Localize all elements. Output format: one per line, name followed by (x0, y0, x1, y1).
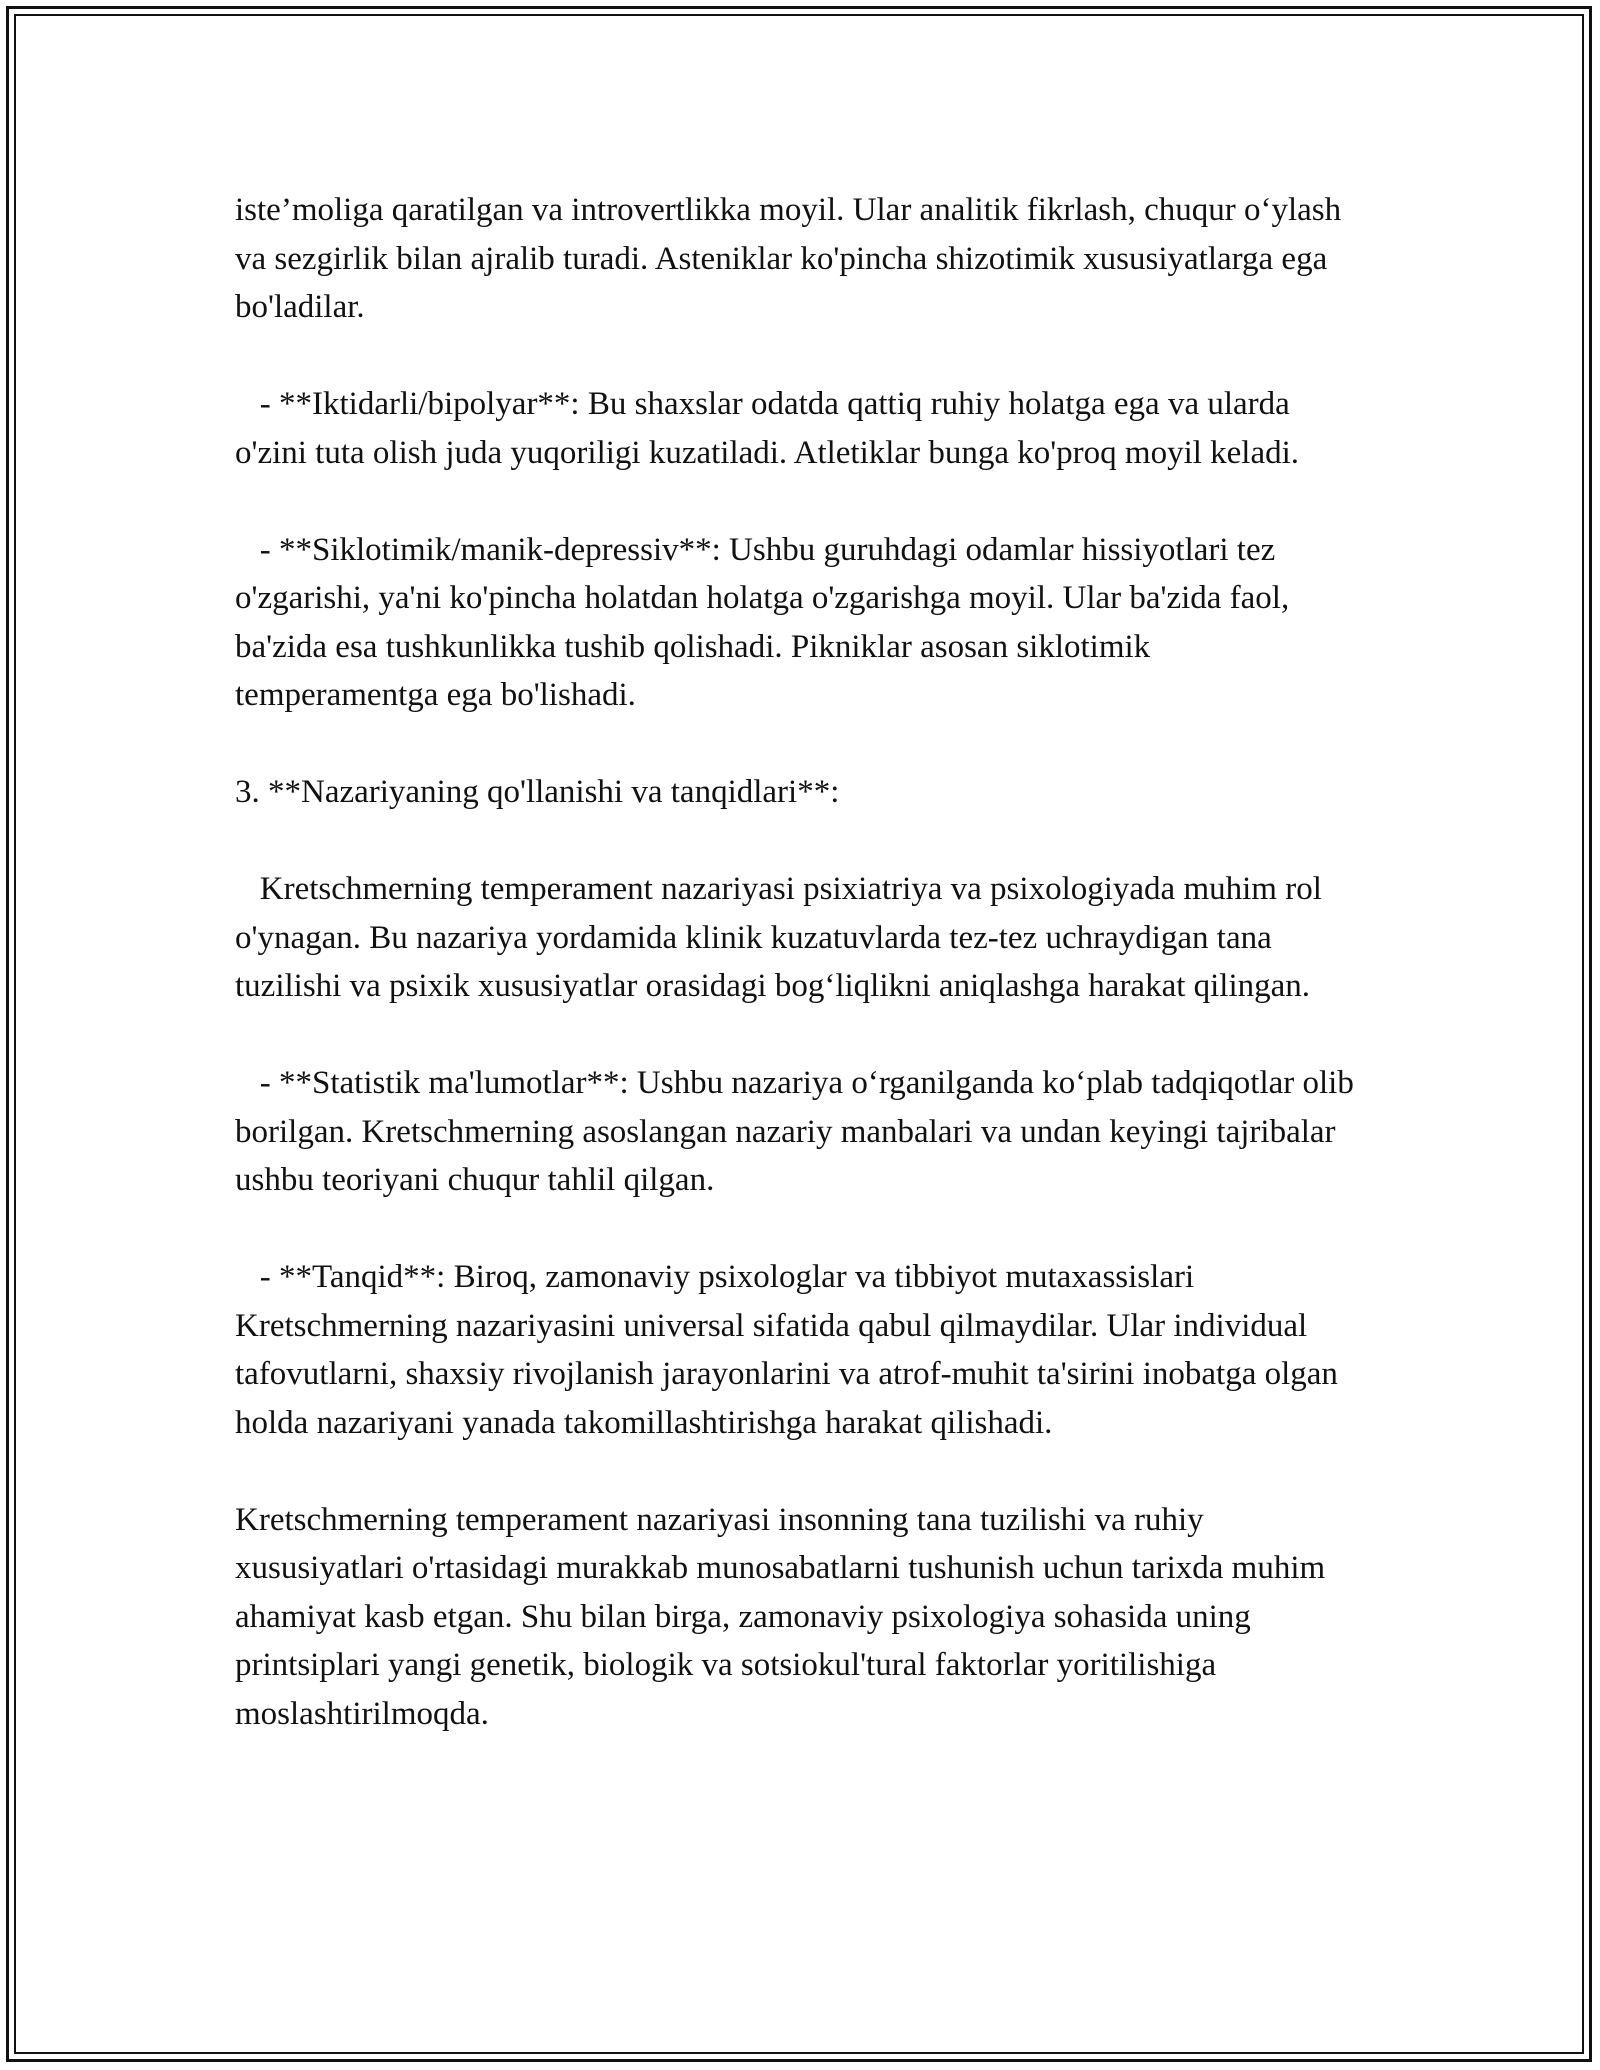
list-item-siklotimik: - **Siklotimik/manik-depressiv**: Ushbu guruhdagi odamlar hissiyotlari tez o'zgarishi, ya'ni ko'pincha holatdan holatga o'zgarishga moyil. Ular ba'zida faol, ba'zida esa tushkunlikka tushib qolishadi. Pikniklar asosan siklotimik temperamentga ega bo'lishadi. (235, 531, 1298, 713)
paragraph-asteniklar: iste’moliga qaratilgan va introvertlikka moyil. Ular analitik fikrlash, chuqur o‘ylash va sezgirlik bilan ajralib turadi. Asteniklar ko'pincha shizotimik xususiyatlarga ega bo'ladilar. (235, 192, 1350, 325)
paragraph-kretschmer-theory: Kretschmerning temperament nazariyasi psixiatriya va psixologiyada muhim rol o'ynagan. Bu nazariya yordamida klinik kuzatuvlarda tez-tez uchraydigan tana tuzilishi va psixik xususiyatlar orasidagi bog‘liqlikni aniqlashga harakat qilingan. (235, 871, 1331, 1004)
list-item-statistik: - **Statistik ma'lumotlar**: Ushbu nazariya o‘rganilganda ko‘plab tadqiqotlar olib borilgan. Kretschmerning asoslangan nazariy manbalari va undan keyingi tajribalar ushbu teoriyani chuqur tahlil qilgan. (235, 1065, 1363, 1198)
list-item-tanqid: - **Tanqid**: Biroq, zamonaviy psixologlar va tibbiyot mutaxassislari Kretschmerning nazariyasini universal sifatida qabul qilmaydilar. Ular individual tafovutlarni, shaxsiy rivojlanish jarayonlarini va atrof-muhit ta'sirini inobatga olgan holda nazariyani yanada takomillashtirishga harakat qilishadi. (235, 1259, 1347, 1441)
section-heading-3: 3. **Nazariyaning qo'llanishi va tanqidlari**: (235, 774, 840, 810)
paragraph-conclusion: Kretschmerning temperament nazariyasi insonning tana tuzilishi va ruhiy xususiyatlari o'rtasidagi murakkab munosabatlarni tushunish uchun tarixda muhim ahamiyat kasb etgan. Shu bilan birga, zamonaviy psixologiya sohasida uning printsiplari yangi genetik, biologik va sotsiokul'tural faktorlar yoritilishiga moslashtirilmoqda. (235, 1501, 1334, 1732)
list-item-iktidarli-bipolyar: - **Iktidarli/bipolyar**: Bu shaxslar odatda qattiq ruhiy holatga ega va ularda o'zini tuta olish juda yuqoriligi kuzatiladi. Atletiklar bunga ko'proq moyil keladi. (235, 386, 1300, 471)
document-body (235, 186, 1363, 1738)
